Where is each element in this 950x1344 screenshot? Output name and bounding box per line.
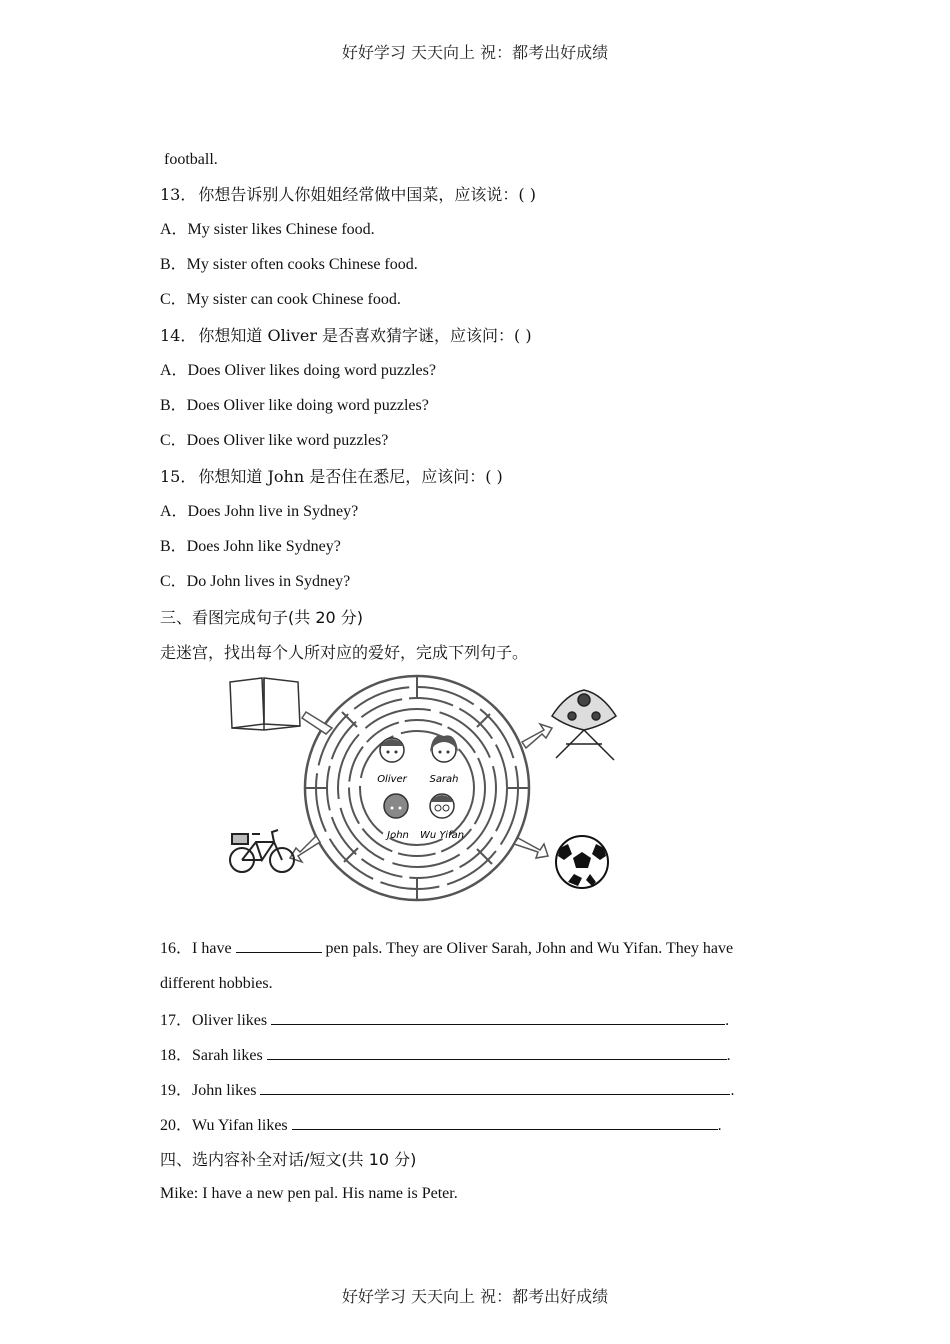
question-20 bbox=[160, 1114, 722, 1136]
question-number: 14． bbox=[160, 326, 197, 345]
q20-end: . bbox=[717, 1117, 722, 1134]
q13-option-a: A．My sister likes Chinese food. bbox=[160, 221, 375, 238]
question-19 bbox=[160, 1079, 734, 1101]
q19-text: John likes bbox=[192, 1082, 257, 1099]
q15-option-a: A．Does John live in Sydney? bbox=[160, 503, 359, 520]
q14-option-b: B．Does Oliver like doing word puzzles? bbox=[160, 397, 429, 414]
q15-option-b: B．Does John like Sydney? bbox=[160, 538, 341, 555]
q13-option-b: B．My sister often cooks Chinese food. bbox=[160, 256, 418, 273]
figure-label-wu-yifan: Wu Yifan bbox=[419, 830, 465, 841]
page-header: 好好学习 天天向上 祝：都考出好成绩 bbox=[341, 43, 609, 62]
john-face-icon bbox=[384, 794, 408, 818]
question-number: 17． bbox=[160, 1012, 193, 1029]
q13-option-c: C．My sister can cook Chinese food. bbox=[160, 291, 401, 308]
answer-blank-16[interactable] bbox=[236, 937, 322, 953]
question-number: 18． bbox=[160, 1047, 193, 1064]
q14-option-a: A．Does Oliver likes doing word puzzles? bbox=[160, 362, 436, 379]
q15-option-c: C．Do John lives in Sydney? bbox=[160, 573, 351, 590]
question-16 bbox=[160, 937, 733, 959]
maze-illustration bbox=[222, 672, 622, 904]
sarah-face-icon bbox=[430, 735, 458, 762]
question-stem: 你想知道 John 是否住在悉尼，应该问：( ) bbox=[198, 467, 503, 486]
question-14 bbox=[160, 326, 532, 346]
question-number: 13． bbox=[160, 185, 197, 204]
dialogue-line-1: Mike: I have a new pen pal. His name is Peter. bbox=[160, 1185, 458, 1202]
figure-label-sarah: Sarah bbox=[429, 774, 459, 785]
carryover-text: football. bbox=[164, 151, 218, 168]
bicycle-icon bbox=[230, 830, 294, 872]
question-17 bbox=[160, 1009, 729, 1031]
q17-end: . bbox=[725, 1012, 730, 1029]
q14-option-c: C．Does Oliver like word puzzles? bbox=[160, 432, 389, 449]
q16-before: I have bbox=[192, 940, 232, 957]
question-number: 19． bbox=[160, 1082, 193, 1099]
answer-blank-20[interactable] bbox=[292, 1114, 718, 1130]
figure-label-john: John bbox=[387, 830, 409, 841]
kite-icon bbox=[552, 690, 616, 760]
q19-end: . bbox=[730, 1082, 735, 1099]
q18-text: Sarah likes bbox=[192, 1047, 263, 1064]
oliver-face-icon bbox=[380, 738, 404, 762]
q17-text: Oliver likes bbox=[192, 1012, 268, 1029]
question-18 bbox=[160, 1044, 731, 1066]
question-stem: 你想知道 Oliver 是否喜欢猜字谜，应该问：( ) bbox=[198, 326, 532, 345]
q16-after: pen pals. They are Oliver Sarah, John and Wu Yifan. They have bbox=[325, 940, 734, 957]
q16-continuation: different hobbies. bbox=[160, 975, 273, 992]
question-13 bbox=[160, 185, 536, 205]
section-4-title: 四、选内容补全对话/短文(共 10 分) bbox=[160, 1150, 417, 1169]
section-3-title: 三、看图完成句子(共 20 分) bbox=[160, 608, 364, 627]
page-footer: 好好学习 天天向上 祝：都考出好成绩 bbox=[341, 1287, 609, 1306]
maze-icon bbox=[305, 676, 529, 900]
question-number: 16． bbox=[160, 940, 193, 957]
book-icon bbox=[230, 678, 300, 730]
figure-label-oliver: Oliver bbox=[377, 774, 407, 785]
wu-yifan-face-icon bbox=[430, 794, 454, 818]
q20-text: Wu Yifan likes bbox=[192, 1117, 288, 1134]
q18-end: . bbox=[726, 1047, 731, 1064]
football-icon bbox=[556, 836, 608, 888]
question-number: 15． bbox=[160, 467, 197, 486]
question-number: 20． bbox=[160, 1117, 193, 1134]
section-3-instruction: 走迷宫，找出每个人所对应的爱好，完成下列句子。 bbox=[160, 643, 529, 662]
question-15 bbox=[160, 467, 503, 487]
question-stem: 你想告诉别人你姐姐经常做中国菜，应该说：( ) bbox=[198, 185, 536, 204]
answer-blank-17[interactable] bbox=[271, 1009, 725, 1025]
answer-blank-18[interactable] bbox=[267, 1044, 727, 1060]
answer-blank-19[interactable] bbox=[260, 1079, 730, 1095]
